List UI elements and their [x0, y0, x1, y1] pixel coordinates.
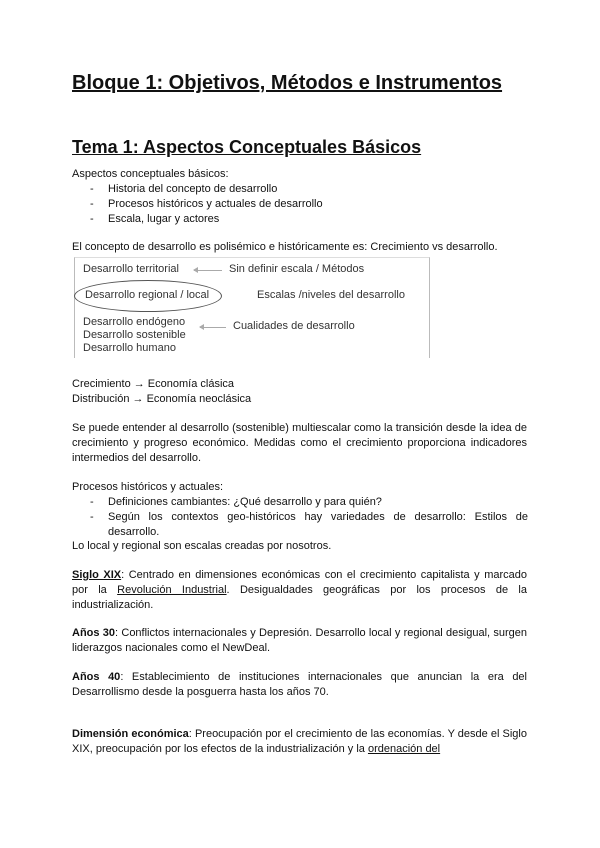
- local-line: Lo local y regional son escalas creadas por nosotros.: [72, 540, 332, 552]
- paragraph-anos-40: [72, 670, 527, 700]
- arrow-left-icon: [200, 327, 226, 328]
- paragraph-sustainable: Se puede entender al desarrollo (sostenible) multiescalar como la transición desde la idea de crecimiento y progreso económico. Medidas como el crecimiento proporciona indicadores intermedios del desarrollo.: [72, 422, 527, 464]
- diagram-scales-levels: Escalas /niveles del desarrollo: [257, 289, 405, 301]
- paragraph-anos-30: [72, 626, 527, 656]
- diagram-territorial: Desarrollo territorial: [83, 263, 179, 275]
- diagram-scale-undefined: Sin definir escala / Métodos: [229, 263, 365, 275]
- processes-section: [72, 480, 532, 540]
- paragraph-dimension: [72, 727, 527, 757]
- anos-30-text: : Conflictos internacionales y Depresión. Desarrollo local y regional desigual, surgen liderazgos nacionales como el NewDeal.: [72, 627, 527, 654]
- arrow-left-icon: [194, 270, 222, 271]
- dimension-underlined: ordenación del: [367, 743, 441, 755]
- siglo-xix-text: : Centrado en dimensiones económicas con el crecimiento capitalista y marcado por la: [72, 569, 527, 596]
- diagram-qualities: Cualidades de desarrollo: [233, 320, 355, 332]
- anos-40-label: Años 40: [72, 671, 121, 683]
- aspects-list: [72, 182, 532, 227]
- growth-line: Crecimiento → Economía clásica: [72, 378, 235, 390]
- anos-30-label: Años 30: [72, 627, 116, 639]
- list-item: - Según los contextos geo-históricos hay variedades de desarrollo: Estilos de desarrollo.: [72, 510, 528, 540]
- concept-line: El concepto de desarrollo es polisémico e históricamente es: Crecimiento vs desarrollo.: [72, 241, 498, 253]
- diagram-endogenous: Desarrollo endógeno: [83, 316, 186, 328]
- revolucion-industrial-link: Revolución Industrial: [117, 584, 227, 596]
- aspects-intro: Aspectos conceptuales básicos:: [72, 168, 229, 180]
- list-item: - Definiciones cambiantes: ¿Qué desarrollo y para quién?: [72, 495, 532, 510]
- topic-heading: Tema 1: Aspectos Conceptuales Básicos: [72, 137, 422, 157]
- diagram-sustainable: Desarrollo sostenible: [83, 329, 186, 341]
- list-item: - Escala, lugar y actores: [72, 212, 532, 227]
- paragraph-siglo-xix: [72, 568, 527, 613]
- list-item: - Procesos históricos y actuales de desarrollo: [72, 197, 532, 212]
- diagram-regional-local: Desarrollo regional / local: [85, 289, 210, 301]
- processes-intro: Procesos históricos y actuales:: [72, 481, 224, 493]
- processes-list: [72, 495, 532, 540]
- anos-40-text: : Establecimiento de instituciones internacionales que anuncian la era del Desarrollismo desde la posguerra hasta los años 70.: [72, 671, 527, 698]
- dimension-text: : Preocupación por el crecimiento de las economías. Y desde el Siglo XIX, preocupación por los efectos de la industrialización y la: [72, 728, 527, 755]
- siglo-xix-label: Siglo XIX: [72, 569, 122, 581]
- list-item: - Historia del concepto de desarrollo: [72, 182, 532, 197]
- document-title: Bloque 1: Objetivos, Métodos e Instrumentos: [72, 72, 503, 94]
- distribution-line: Distribución → Economía neoclásica: [72, 393, 252, 405]
- dimension-label: Dimensión económica: [72, 728, 189, 740]
- aspects-section: [72, 167, 532, 227]
- siglo-xix-text-end: . Desigualdades geográficas por los procesos de la industrialización.: [72, 584, 527, 611]
- diagram-human: Desarrollo humano: [83, 342, 176, 354]
